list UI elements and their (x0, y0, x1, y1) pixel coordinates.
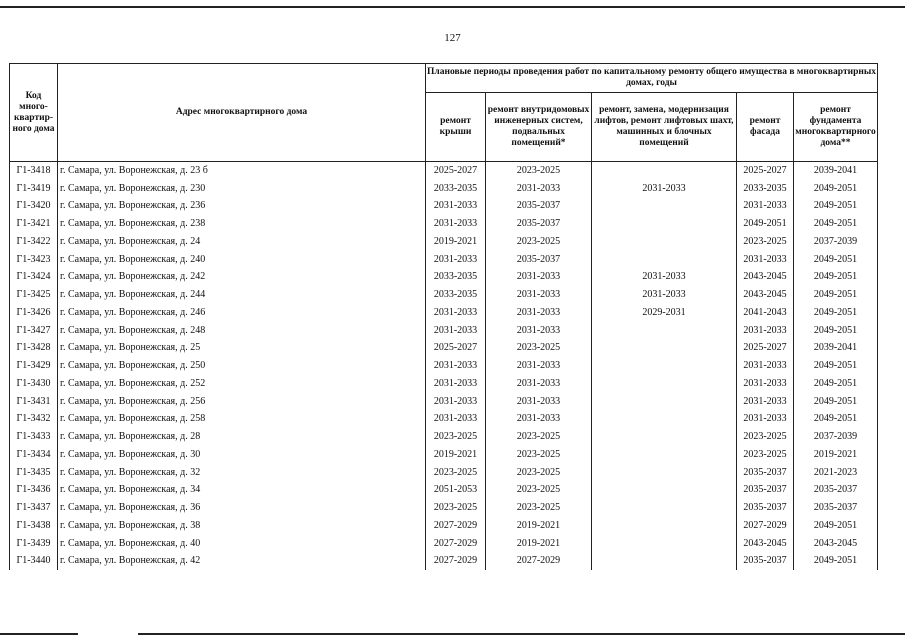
cell-code: Г1-3425 (10, 286, 58, 304)
cell-address: г. Самара, ул. Воронежская, д. 246 (58, 304, 426, 322)
cell-code: Г1-3419 (10, 180, 58, 198)
cell-foundation: 2035-2037 (794, 482, 878, 500)
cell-lifts (592, 162, 737, 180)
cell-code: Г1-3422 (10, 233, 58, 251)
cell-systems: 2031-2033 (486, 180, 592, 198)
cell-address: г. Самара, ул. Воронежская, д. 236 (58, 198, 426, 216)
cell-foundation: 2049-2051 (794, 375, 878, 393)
cell-address: г. Самара, ул. Воронежская, д. 25 (58, 340, 426, 358)
table-body (10, 162, 878, 571)
cell-address: г. Самара, ул. Воронежская, д. 42 (58, 553, 426, 571)
cell-systems: 2019-2021 (486, 517, 592, 535)
cell-address: г. Самара, ул. Воронежская, д. 230 (58, 180, 426, 198)
cell-facade: 2027-2029 (737, 517, 794, 535)
cell-code: Г1-3418 (10, 162, 58, 180)
cell-systems: 2031-2033 (486, 357, 592, 375)
cell-lifts (592, 517, 737, 535)
cell-foundation: 2037-2039 (794, 233, 878, 251)
cell-code: Г1-3438 (10, 517, 58, 535)
cell-facade: 2025-2027 (737, 340, 794, 358)
cell-lifts: 2031-2033 (592, 286, 737, 304)
cell-code: Г1-3429 (10, 357, 58, 375)
bottom-rule-left (0, 633, 78, 635)
cell-foundation: 2043-2045 (794, 535, 878, 553)
cell-code: Г1-3437 (10, 499, 58, 517)
cell-code: Г1-3430 (10, 375, 58, 393)
cell-code: Г1-3428 (10, 340, 58, 358)
cell-facade: 2035-2037 (737, 482, 794, 500)
header-foundation: ремонт фундамента многоквартирного дома** (794, 93, 878, 162)
table-row (10, 340, 878, 358)
cell-address: г. Самара, ул. Воронежская, д. 34 (58, 482, 426, 500)
cell-lifts (592, 251, 737, 269)
cell-lifts (592, 411, 737, 429)
cell-systems: 2031-2033 (486, 286, 592, 304)
header-address: Адрес многоквартирного дома (58, 64, 426, 162)
table-row (10, 198, 878, 216)
table-row (10, 322, 878, 340)
cell-facade: 2033-2035 (737, 180, 794, 198)
cell-lifts (592, 393, 737, 411)
cell-foundation: 2049-2051 (794, 357, 878, 375)
cell-foundation: 2049-2051 (794, 251, 878, 269)
cell-roof: 2023-2025 (426, 499, 486, 517)
cell-facade: 2031-2033 (737, 322, 794, 340)
cell-code: Г1-3427 (10, 322, 58, 340)
cell-roof: 2031-2033 (426, 375, 486, 393)
cell-roof: 2031-2033 (426, 357, 486, 375)
cell-roof: 2051-2053 (426, 482, 486, 500)
cell-lifts: 2031-2033 (592, 180, 737, 198)
cell-roof: 2023-2025 (426, 428, 486, 446)
cell-lifts: 2031-2033 (592, 269, 737, 287)
cell-address: г. Самара, ул. Воронежская, д. 32 (58, 464, 426, 482)
cell-roof: 2031-2033 (426, 411, 486, 429)
cell-facade: 2031-2033 (737, 357, 794, 375)
cell-lifts (592, 198, 737, 216)
cell-address: г. Самара, ул. Воронежская, д. 240 (58, 251, 426, 269)
cell-lifts (592, 340, 737, 358)
cell-roof: 2019-2021 (426, 446, 486, 464)
cell-foundation: 2037-2039 (794, 428, 878, 446)
table-row (10, 482, 878, 500)
cell-roof: 2019-2021 (426, 233, 486, 251)
cell-code: Г1-3423 (10, 251, 58, 269)
cell-roof: 2031-2033 (426, 322, 486, 340)
cell-lifts (592, 535, 737, 553)
cell-systems: 2031-2033 (486, 304, 592, 322)
cell-lifts (592, 482, 737, 500)
cell-systems: 2023-2025 (486, 499, 592, 517)
table-row (10, 411, 878, 429)
table-row (10, 251, 878, 269)
cell-foundation: 2039-2041 (794, 162, 878, 180)
cell-address: г. Самара, ул. Воронежская, д. 244 (58, 286, 426, 304)
cell-roof: 2031-2033 (426, 251, 486, 269)
cell-lifts: 2029-2031 (592, 304, 737, 322)
cell-systems: 2031-2033 (486, 322, 592, 340)
cell-foundation: 2035-2037 (794, 499, 878, 517)
table-row (10, 304, 878, 322)
cell-code: Г1-3421 (10, 215, 58, 233)
cell-lifts (592, 215, 737, 233)
cell-roof: 2027-2029 (426, 517, 486, 535)
top-rule (0, 6, 905, 8)
table-row (10, 357, 878, 375)
cell-facade: 2031-2033 (737, 198, 794, 216)
cell-facade: 2025-2027 (737, 162, 794, 180)
cell-roof: 2023-2025 (426, 464, 486, 482)
cell-systems: 2027-2029 (486, 553, 592, 571)
cell-foundation: 2049-2051 (794, 180, 878, 198)
cell-roof: 2027-2029 (426, 535, 486, 553)
table-row (10, 286, 878, 304)
table-row (10, 269, 878, 287)
cell-address: г. Самара, ул. Воронежская, д. 238 (58, 215, 426, 233)
cell-code: Г1-3433 (10, 428, 58, 446)
cell-foundation: 2049-2051 (794, 517, 878, 535)
cell-lifts (592, 233, 737, 251)
cell-roof: 2033-2035 (426, 269, 486, 287)
cell-systems: 2023-2025 (486, 446, 592, 464)
cell-facade: 2043-2045 (737, 535, 794, 553)
cell-lifts (592, 322, 737, 340)
cell-systems: 2031-2033 (486, 375, 592, 393)
cell-roof: 2025-2027 (426, 340, 486, 358)
cell-code: Г1-3435 (10, 464, 58, 482)
cell-lifts (592, 499, 737, 517)
cell-systems: 2023-2025 (486, 340, 592, 358)
cell-facade: 2043-2045 (737, 269, 794, 287)
cell-lifts (592, 446, 737, 464)
cell-systems: 2023-2025 (486, 482, 592, 500)
cell-facade: 2031-2033 (737, 251, 794, 269)
cell-code: Г1-3426 (10, 304, 58, 322)
header-planned-periods: Плановые периоды проведения работ по капитальному ремонту общего имущества в многоквартирных домах, годы (426, 64, 878, 93)
cell-address: г. Самара, ул. Воронежская, д. 252 (58, 375, 426, 393)
cell-systems: 2023-2025 (486, 233, 592, 251)
cell-foundation: 2049-2051 (794, 304, 878, 322)
table-row (10, 446, 878, 464)
cell-address: г. Самара, ул. Воронежская, д. 24 (58, 233, 426, 251)
table-row (10, 233, 878, 251)
cell-code: Г1-3436 (10, 482, 58, 500)
cell-facade: 2035-2037 (737, 553, 794, 571)
cell-code: Г1-3440 (10, 553, 58, 571)
header-lifts: ремонт, замена, модернизация лифтов, ремонт лифтовых шахт, машинных и блочных помещений (592, 93, 737, 162)
cell-foundation: 2049-2051 (794, 286, 878, 304)
cell-roof: 2033-2035 (426, 286, 486, 304)
cell-code: Г1-3439 (10, 535, 58, 553)
header-code: Код много-квартир-ного дома (10, 64, 58, 162)
cell-roof: 2031-2033 (426, 198, 486, 216)
cell-foundation: 2049-2051 (794, 215, 878, 233)
cell-foundation: 2039-2041 (794, 340, 878, 358)
cell-systems: 2031-2033 (486, 411, 592, 429)
cell-code: Г1-3424 (10, 269, 58, 287)
cell-roof: 2027-2029 (426, 553, 486, 571)
table-row (10, 553, 878, 571)
cell-facade: 2023-2025 (737, 233, 794, 251)
cell-address: г. Самара, ул. Воронежская, д. 258 (58, 411, 426, 429)
cell-foundation: 2049-2051 (794, 553, 878, 571)
cell-address: г. Самара, ул. Воронежская, д. 256 (58, 393, 426, 411)
cell-roof: 2033-2035 (426, 180, 486, 198)
cell-lifts (592, 553, 737, 571)
cell-foundation: 2049-2051 (794, 198, 878, 216)
cell-facade: 2023-2025 (737, 428, 794, 446)
table-row (10, 517, 878, 535)
cell-roof: 2031-2033 (426, 215, 486, 233)
cell-lifts (592, 428, 737, 446)
cell-facade: 2023-2025 (737, 446, 794, 464)
cell-address: г. Самара, ул. Воронежская, д. 36 (58, 499, 426, 517)
cell-foundation: 2049-2051 (794, 411, 878, 429)
cell-facade: 2031-2033 (737, 375, 794, 393)
header-roof: ремонт крыши (426, 93, 486, 162)
cell-systems: 2035-2037 (486, 215, 592, 233)
table-row (10, 162, 878, 180)
cell-address: г. Самара, ул. Воронежская, д. 242 (58, 269, 426, 287)
cell-lifts (592, 464, 737, 482)
table-row (10, 393, 878, 411)
repair-schedule-table (9, 63, 878, 570)
cell-code: Г1-3432 (10, 411, 58, 429)
page-number: 127 (444, 32, 461, 44)
cell-systems: 2035-2037 (486, 251, 592, 269)
table-row (10, 428, 878, 446)
cell-address: г. Самара, ул. Воронежская, д. 250 (58, 357, 426, 375)
cell-address: г. Самара, ул. Воронежская, д. 38 (58, 517, 426, 535)
cell-systems: 2023-2025 (486, 162, 592, 180)
cell-systems: 2031-2033 (486, 393, 592, 411)
cell-foundation: 2049-2051 (794, 322, 878, 340)
bottom-rule-right (138, 633, 905, 635)
cell-facade: 2035-2037 (737, 499, 794, 517)
cell-address: г. Самара, ул. Воронежская, д. 23 б (58, 162, 426, 180)
cell-roof: 2031-2033 (426, 304, 486, 322)
cell-code: Г1-3431 (10, 393, 58, 411)
cell-address: г. Самара, ул. Воронежская, д. 28 (58, 428, 426, 446)
cell-code: Г1-3434 (10, 446, 58, 464)
cell-lifts (592, 375, 737, 393)
table-row (10, 375, 878, 393)
cell-systems: 2023-2025 (486, 428, 592, 446)
table-row (10, 180, 878, 198)
table-row (10, 464, 878, 482)
cell-facade: 2041-2043 (737, 304, 794, 322)
cell-roof: 2025-2027 (426, 162, 486, 180)
cell-facade: 2043-2045 (737, 286, 794, 304)
cell-foundation: 2049-2051 (794, 269, 878, 287)
cell-facade: 2035-2037 (737, 464, 794, 482)
cell-lifts (592, 357, 737, 375)
cell-systems: 2031-2033 (486, 269, 592, 287)
cell-systems: 2035-2037 (486, 198, 592, 216)
table-row (10, 499, 878, 517)
cell-foundation: 2019-2021 (794, 446, 878, 464)
cell-facade: 2031-2033 (737, 393, 794, 411)
cell-foundation: 2049-2051 (794, 393, 878, 411)
cell-facade: 2031-2033 (737, 411, 794, 429)
cell-facade: 2049-2051 (737, 215, 794, 233)
cell-address: г. Самара, ул. Воронежская, д. 40 (58, 535, 426, 553)
header-systems: ремонт внутридомовых инженерных систем, подвальных помещений* (486, 93, 592, 162)
cell-foundation: 2021-2023 (794, 464, 878, 482)
cell-systems: 2023-2025 (486, 464, 592, 482)
cell-address: г. Самара, ул. Воронежская, д. 30 (58, 446, 426, 464)
header-facade: ремонт фасада (737, 93, 794, 162)
table-row (10, 215, 878, 233)
cell-address: г. Самара, ул. Воронежская, д. 248 (58, 322, 426, 340)
cell-systems: 2019-2021 (486, 535, 592, 553)
cell-code: Г1-3420 (10, 198, 58, 216)
cell-roof: 2031-2033 (426, 393, 486, 411)
table-row (10, 535, 878, 553)
